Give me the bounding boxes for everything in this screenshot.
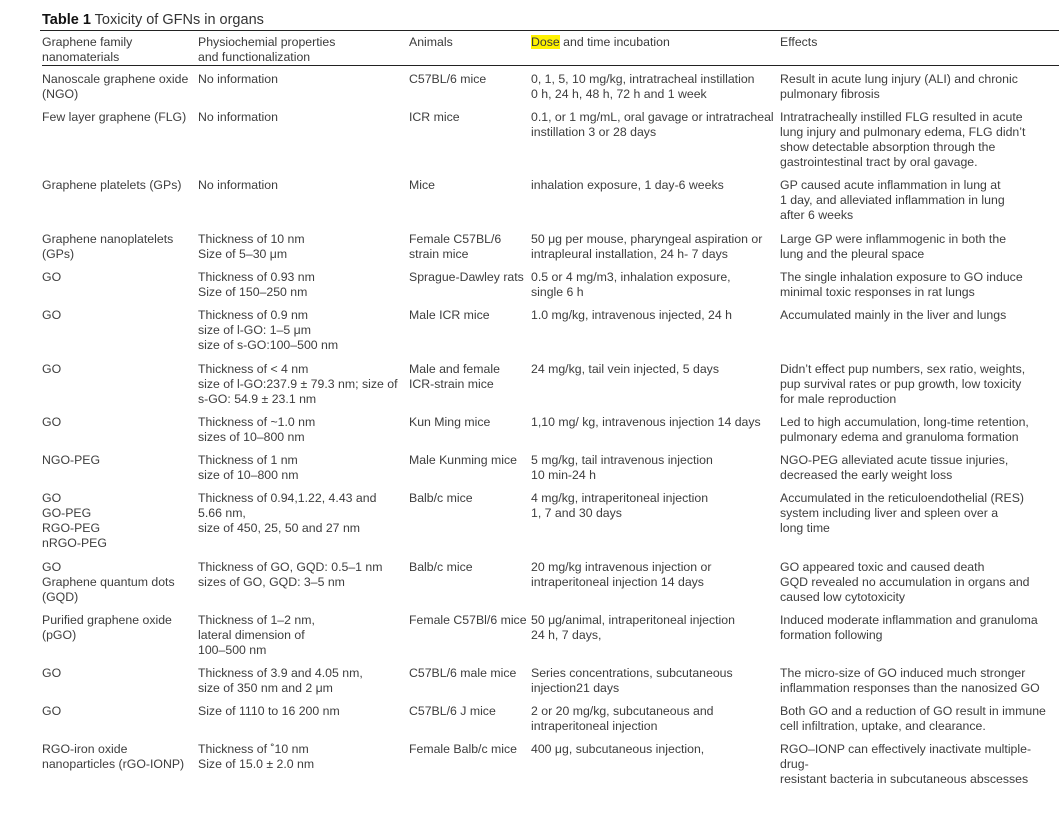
table-row	[42, 409, 1059, 447]
table-caption-label: Table 1	[42, 12, 91, 28]
cell-effects: GO appeared toxic and caused death GQD revealed no accumulation in organs and caused low cytotoxicity	[780, 560, 1030, 604]
cell-properties: Thickness of 0.9 nm size of l-GO: 1–5 μm size of s-GO:100–500 nm	[198, 308, 339, 352]
header-effects: Effects	[780, 31, 1059, 66]
cell-material: Nanoscale graphene oxide (NGO)	[42, 72, 189, 101]
cell-animals: Balb/c mice	[409, 491, 473, 505]
header-properties: Physiochemial properties and functionalization	[198, 31, 409, 66]
cell-dose: 0.5 or 4 mg/m3, inhalation exposure, single 6 h	[531, 270, 731, 299]
header-row	[42, 31, 1059, 66]
table-row	[42, 226, 1059, 264]
table-row	[42, 554, 1059, 607]
cell-dose: 50 μg per mouse, pharyngeal aspiration or intrapleural installation, 24 h- 7 days	[531, 232, 763, 261]
table-row	[42, 698, 1059, 736]
cell-animals: Female Balb/c mice	[409, 742, 517, 756]
cell-properties: Thickness of 0.93 nm Size of 150–250 nm	[198, 270, 315, 299]
cell-properties: Thickness of ˚10 nm Size of 15.0 ± 2.0 nm	[198, 742, 315, 771]
cell-effects: Led to high accumulation, long-time retention, pulmonary edema and granuloma formation	[780, 415, 1029, 444]
cell-dose: 24 mg/kg, tail vein injected, 5 days	[531, 362, 719, 376]
cell-properties: Thickness of ~1.0 nm sizes of 10–800 nm	[198, 415, 316, 444]
cell-material: NGO-PEG	[42, 453, 101, 467]
cell-properties: Thickness of 1 nm size of 10–800 nm	[198, 453, 299, 482]
cell-properties: Size of 1110 to 16 200 nm	[198, 704, 340, 718]
cell-effects: Large GP were inflammogenic in both the lung and the pleural space	[780, 232, 1007, 261]
cell-dose: 50 μg/animal, intraperitoneal injection 24 h, 7 days,	[531, 613, 735, 642]
cell-material: GO	[42, 666, 62, 680]
cell-effects: Accumulated mainly in the liver and lungs	[780, 308, 1007, 322]
cell-animals: Male and female ICR-strain mice	[409, 362, 500, 391]
cell-dose: Series concentrations, subcutaneous injection21 days	[531, 666, 733, 695]
cell-animals: Female C57BL/6 strain mice	[409, 232, 502, 261]
cell-material: GO	[42, 362, 62, 376]
header-dose	[531, 31, 780, 66]
cell-animals: Male ICR mice	[409, 308, 490, 322]
header-animals: Animals	[409, 31, 531, 66]
cell-animals: C57BL/6 J mice	[409, 704, 496, 718]
table-row	[42, 172, 1059, 226]
cell-effects: Induced moderate inflammation and granuloma formation following	[780, 613, 1038, 642]
cell-properties: Thickness of 0.94,1.22, 4.43 and 5.66 nm, size of 450, 25, 50 and 27 nm	[198, 491, 377, 535]
cell-animals: Kun Ming mice	[409, 415, 491, 429]
cell-properties: Thickness of 3.9 and 4.05 nm, size of 350 nm and 2 μm	[198, 666, 363, 695]
cell-dose: 4 mg/kg, intraperitoneal injection 1, 7 and 30 days	[531, 491, 709, 520]
table-header	[42, 31, 1059, 66]
cell-effects: Didn’t effect pup numbers, sex ratio, weights, pup survival rates or pup growth, low toxicity for male reproduction	[780, 362, 1026, 406]
cell-dose: 20 mg/kg intravenous injection or intraperitoneal injection 14 days	[531, 560, 712, 589]
cell-dose: 400 μg, subcutaneous injection,	[531, 742, 705, 756]
cell-effects: The single inhalation exposure to GO induce minimal toxic responses in rat lungs	[780, 270, 1023, 299]
cell-effects: The micro-size of GO induced much stronger inflammation responses than the nanosized GO	[780, 666, 1040, 695]
table-row	[42, 66, 1059, 105]
cell-effects: Intratracheally instilled FLG resulted in acute lung injury and pulmonary edema, FLG didn’t show detectable absorption through the gastrointestinal tract by oral gavage.	[780, 110, 1026, 169]
cell-properties: No information	[198, 110, 278, 124]
cell-animals: C57BL/6 male mice	[409, 666, 517, 680]
cell-material: Graphene nanoplatelets (GPs)	[42, 232, 174, 261]
cell-animals: ICR mice	[409, 110, 460, 124]
table-row	[42, 447, 1059, 485]
table-body	[42, 66, 1059, 788]
cell-properties: Thickness of < 4 nm size of l-GO:237.9 ± 79.3 nm; size of s-GO: 54.9 ± 23.1 nm	[198, 362, 398, 406]
cell-dose: 2 or 20 mg/kg, subcutaneous and intraperitoneal injection	[531, 704, 714, 733]
cell-material: GO	[42, 415, 62, 429]
cell-effects: NGO-PEG alleviated acute tissue injuries, decreased the early weight loss	[780, 453, 1009, 482]
toxicity-table	[42, 31, 1059, 787]
table-row	[42, 264, 1059, 302]
cell-animals: Male Kunming mice	[409, 453, 517, 467]
cell-material: GO	[42, 704, 62, 718]
cell-animals: Balb/c mice	[409, 560, 473, 574]
cell-animals: C57BL/6 mice	[409, 72, 487, 86]
cell-material: GO GO-PEG RGO-PEG nRGO-PEG	[42, 491, 107, 550]
table-row	[42, 104, 1059, 172]
header-dose-rest: and time incubation	[559, 35, 670, 49]
cell-animals: Mice	[409, 178, 435, 192]
table-row	[42, 607, 1059, 660]
cell-material: GO Graphene quantum dots (GQD)	[42, 560, 175, 604]
cell-properties: Thickness of 1–2 nm, lateral dimension of 100–500 nm	[198, 613, 315, 657]
table-row	[42, 736, 1059, 787]
cell-material: GO	[42, 270, 62, 284]
cell-material: Purified graphene oxide (pGO)	[42, 613, 172, 642]
dose-highlight: Dose	[531, 35, 560, 49]
table-row	[42, 485, 1059, 554]
table-caption	[42, 11, 1059, 30]
cell-dose: inhalation exposure, 1 day-6 weeks	[531, 178, 724, 192]
table-row	[42, 356, 1059, 409]
table-caption-text: Toxicity of GFNs in organs	[90, 12, 264, 28]
cell-properties: Thickness of 10 nm Size of 5–30 μm	[198, 232, 305, 261]
cell-dose: 0.1, or 1 mg/mL, oral gavage or intratracheal instillation 3 or 28 days	[531, 110, 774, 139]
cell-effects: Accumulated in the reticuloendothelial (RES) system including liver and spleen over a long time	[780, 491, 1025, 535]
table-row	[42, 660, 1059, 698]
cell-properties: No information	[198, 72, 278, 86]
cell-effects: GP caused acute inflammation in lung at 1 day, and alleviated inflammation in lung after 6 weeks	[780, 178, 1005, 222]
table-row	[42, 302, 1059, 356]
cell-properties: No information	[198, 178, 278, 192]
cell-dose: 5 mg/kg, tail intravenous injection 10 min-24 h	[531, 453, 713, 482]
cell-animals: Female C57Bl/6 mice	[409, 613, 527, 627]
header-material: Graphene family nanomaterials	[42, 31, 198, 66]
cell-material: RGO-iron oxide nanoparticles (rGO-IONP)	[42, 742, 185, 771]
cell-dose: 1.0 mg/kg, intravenous injected, 24 h	[531, 308, 732, 322]
cell-effects: Result in acute lung injury (ALI) and chronic pulmonary fibrosis	[780, 72, 1018, 101]
table-container	[42, 11, 1059, 787]
cell-properties: Thickness of GO, GQD: 0.5–1 nm sizes of GO, GQD: 3–5 nm	[198, 560, 383, 589]
cell-dose: 0, 1, 5, 10 mg/kg, intratracheal instillation 0 h, 24 h, 48 h, 72 h and 1 week	[531, 72, 755, 101]
cell-effects: Both GO and a reduction of GO result in immune cell infiltration, uptake, and clearance.	[780, 704, 1046, 733]
cell-animals: Sprague-Dawley rats	[409, 270, 524, 284]
cell-material: GO	[42, 308, 62, 322]
cell-material: Few layer graphene (FLG)	[42, 110, 187, 124]
cell-dose: 1,10 mg/ kg, intravenous injection 14 days	[531, 415, 761, 429]
cell-effects: RGO–IONP can effectively inactivate multiple-drug- resistant bacteria in subcutaneous abscesses	[780, 742, 1032, 786]
cell-material: Graphene platelets (GPs)	[42, 178, 182, 192]
